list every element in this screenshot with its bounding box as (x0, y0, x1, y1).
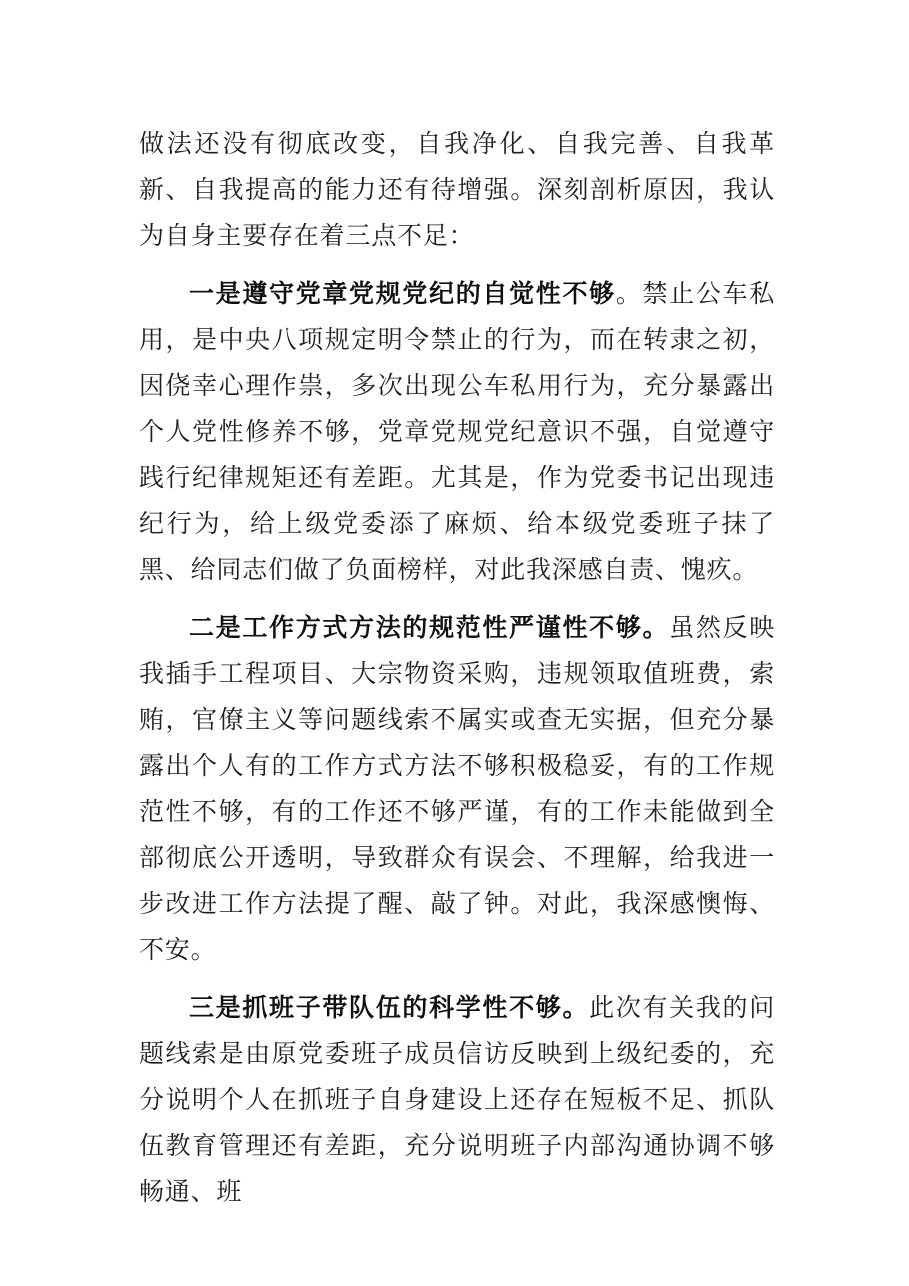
paragraph-heading: 一是遵守党章党规党纪的自觉性不够 (189, 279, 616, 308)
paragraph-heading: 三是抓班子带队伍的科学性不够。 (189, 993, 590, 1022)
paragraph-text: 。禁止公车私用，是中央八项规定明令禁止的行为，而在转隶之初，因侥幸心理作祟，多次出现公车私用行为，充分暴露出个人党性修养不够，党章党规党纪意识不强，自觉遵守践行纪律规矩还有差距。尤其是，作为党委书记出现违纪行为，给上级党委添了麻烦、给本级党委班子抹了黑、给同志们做了负面榜样，对此我深感自责、愧疚。 (139, 279, 775, 584)
paragraph-point-one (139, 271, 775, 593)
paragraph-text: 此次有关我的问题线索是由原党委班子成员信访反映到上级纪委的，充分说明个人在抓班子自身建设上还存在短板不足、抓队伍教育管理还有差距，充分说明班子内部沟通协调不够畅通、班 (139, 993, 775, 1206)
paragraph-text: 做法还没有彻底改变，自我净化、自我完善、自我革新、自我提高的能力还有待增强。深刻剖析原因，我认为自身主要存在着三点不足： (139, 129, 775, 250)
paragraph-heading: 二是工作方式方法的规范性严谨性不够。 (189, 613, 670, 642)
paragraph-point-two (139, 605, 775, 973)
paragraph-continuation (139, 121, 775, 259)
paragraph-point-three (139, 985, 775, 1215)
document-page (139, 121, 775, 1227)
paragraph-text: 虽然反映我插手工程项目、大宗物资采购，违规领取值班费，索贿，官僚主义等问题线索不属实或查无实据，但充分暴露出个人有的工作方式方法不够积极稳妥，有的工作规范性不够，有的工作还不够严谨，有的工作未能做到全部彻底公开透明，导致群众有误会、不理解，给我进一步改进工作方法提了醒、敲了钟。对此，我深感懊悔、不安。 (139, 613, 775, 964)
